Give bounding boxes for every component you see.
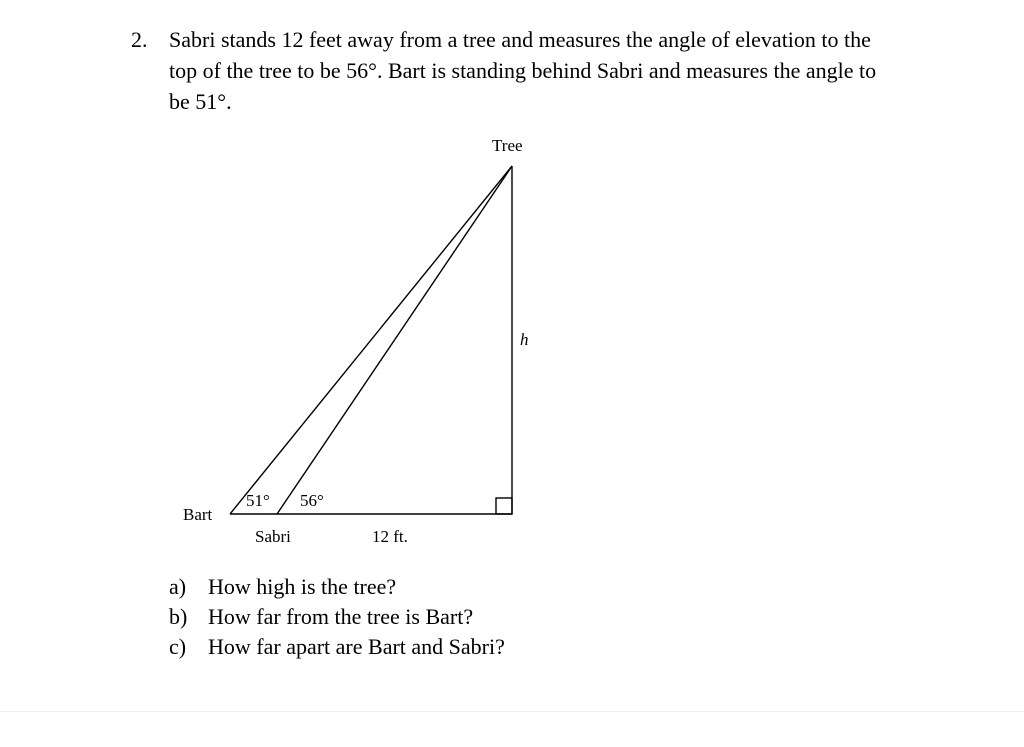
bart-label: Bart [183,505,213,524]
question-text: How high is the tree? [208,574,397,599]
problem-text: Sabri stands 12 feet away from a tree and measures the angle of elevation to the top of the tree to be 56°. Bart is standing behind Sabri and measures the angle to be 51°. [169,27,877,114]
sabri-label: Sabri [255,527,291,546]
bart-sightline [230,166,512,514]
problem-number: 2. [131,27,148,52]
sabri-sightline [277,166,512,514]
question-label: c) [169,634,187,659]
question-text: How far apart are Bart and Sabri? [208,634,505,659]
right-angle-marker [496,498,512,514]
question-label: a) [169,574,187,599]
page-divider [0,711,1024,712]
tree-label: Tree [492,136,523,155]
distance-label: 12 ft. [372,527,408,546]
height-label: h [520,330,529,349]
sabri-angle-label: 56° [300,491,324,510]
question-text: How far from the tree is Bart? [208,604,474,629]
bart-angle-label: 51° [246,491,270,510]
question-label: b) [169,604,188,629]
